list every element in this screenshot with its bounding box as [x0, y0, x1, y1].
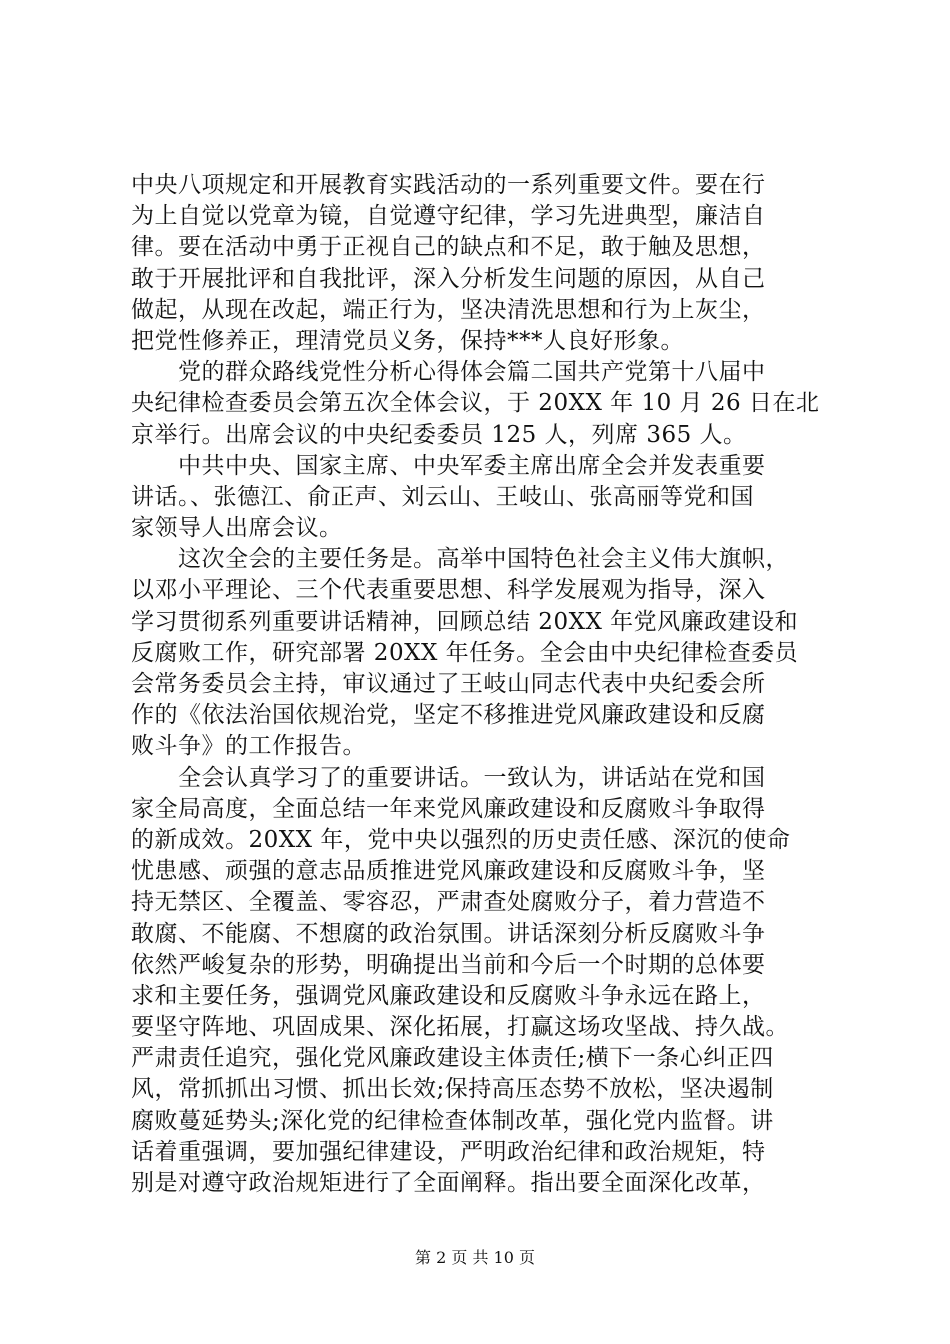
- text-line: 这次全会的主要任务是。高举中国特色社会主义伟大旗帜，: [131, 546, 789, 573]
- text-line: 依然严峻复杂的形势，明确提出当前和今后一个时期的总体要: [131, 951, 766, 978]
- text-line: 会常务委员会主持，审议通过了王岐山同志代表中央纪委会所: [131, 671, 766, 697]
- text-line: 作的《依法治国依规治党，坚定不移推进党风廉政建设和反腐: [131, 702, 766, 729]
- text-line: 的新成效。20XX 年，党中央以强烈的历史责任感、深沉的使命: [131, 826, 791, 853]
- text-line: 党的群众路线党性分析心得体会篇二国共产党第十八届中: [131, 359, 766, 386]
- document-body: [131, 170, 861, 1199]
- text-line: 敢腐、不能腐、不想腐的政治氛围。讲话深刻分析反腐败斗争: [131, 920, 766, 947]
- text-line: 敢于开展批评和自我批评，深入分析发生问题的原因，从自己: [131, 265, 766, 292]
- text-line: 别是对遵守政治规矩进行了全面阐释。指出要全面深化改革，: [131, 1170, 766, 1196]
- text-line: 学习贯彻系列重要讲话精神，回顾总结 20XX 年党风廉政建设和: [131, 608, 799, 635]
- text-line: 求和主要任务，强调党风廉政建设和反腐败斗争永远在路上，: [131, 982, 766, 1009]
- text-line: 以邓小平理论、三个代表重要思想、科学发展观为指导，深入: [131, 577, 766, 604]
- text-line: 家全局高度，全面总结一年来党风廉政建设和反腐败斗争取得: [131, 795, 766, 822]
- text-line: 全会认真学习了的重要讲话。一致认为，讲话站在党和国: [131, 764, 766, 791]
- text-line: 做起，从现在改起，端正行为，坚决清洗思想和行为上灰尘，: [131, 296, 766, 323]
- text-line: 严肃责任追究，强化党风廉政建设主体责任;横下一条心纠正四: [131, 1045, 774, 1072]
- text-line: 风，常抓抓出习惯、抓出长效;保持高压态势不放松，坚决遏制: [131, 1076, 774, 1103]
- text-line: 把党性修养正，理清党员义务，保持***人良好形象。: [131, 327, 684, 354]
- text-line: 持无禁区、全覆盖、零容忍，严肃查处腐败分子，着力营造不: [131, 889, 766, 916]
- text-line: 央纪律检查委员会第五次全体会议，于 20XX 年 10 月 26 日在北: [131, 390, 820, 417]
- text-line: 话着重强调，要加强纪律建设，严明政治纪律和政治规矩，特: [131, 1138, 766, 1165]
- text-line: 败斗争》的工作报告。: [131, 733, 366, 760]
- text-line: 家领导人出席会议。: [131, 515, 343, 542]
- page-footer: 第 2 页 共 10 页: [415, 1248, 535, 1267]
- text-line: 要坚守阵地、巩固成果、深化拓展，打赢这场攻坚战、持久战。: [131, 1014, 789, 1041]
- text-line: 讲话。、张德江、俞正声、刘云山、王岐山、张高丽等党和国: [131, 483, 754, 510]
- text-line: 忧患感、顽强的意志品质推进党风廉政建设和反腐败斗争，坚: [131, 858, 766, 885]
- text-line: 反腐败工作，研究部署 20XX 年任务。全会由中央纪律检查委员: [131, 639, 799, 666]
- text-line: 律。要在活动中勇于正视自己的缺点和不足，敢于触及思想，: [131, 234, 766, 261]
- text-line: 中央八项规定和开展教育实践活动的一系列重要文件。要在行: [131, 172, 766, 198]
- text-line: 腐败蔓延势头;深化党的纪律检查体制改革，强化党内监督。讲: [131, 1107, 774, 1134]
- text-line: 中共中央、国家主席、中央军委主席出席全会并发表重要: [131, 452, 766, 479]
- text-line: 为上自觉以党章为镜，自觉遵守纪律，学习先进典型，廉洁自: [131, 203, 766, 230]
- text-line: 京举行。出席会议的中央纪委委员 125 人，列席 365 人。: [131, 421, 747, 448]
